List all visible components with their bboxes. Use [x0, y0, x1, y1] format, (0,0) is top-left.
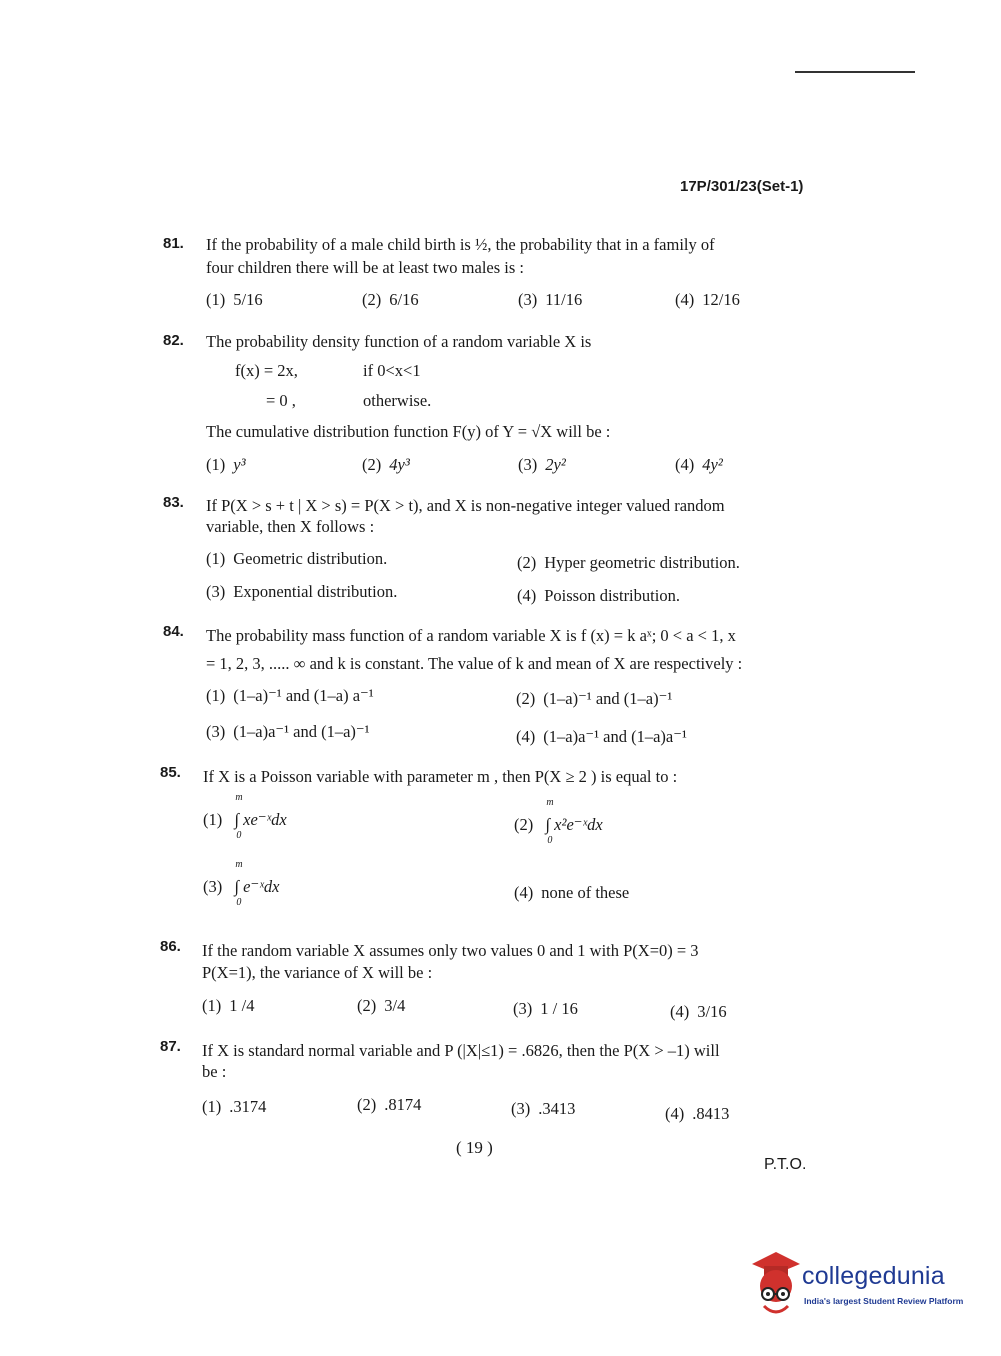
option-3: (3) Exponential distribution. [206, 582, 398, 601]
option-3: (3) .3413 [511, 1099, 576, 1118]
question-text: The probability mass function of a random variable X is f (x) = k aˣ; 0 < a < 1, x [206, 626, 736, 645]
collegedunia-logo [742, 1248, 972, 1328]
pto-label: P.T.O. [764, 1156, 807, 1173]
function-definition: f(x) = 2x, [235, 361, 298, 380]
question-number: 87. [160, 1038, 181, 1055]
question-text: The probability density function of a random variable X is [206, 332, 592, 351]
function-condition: otherwise. [363, 391, 432, 410]
question-number: 85. [160, 764, 181, 781]
option-3: (3) ∫ m 0 e⁻ˣdx [203, 859, 280, 908]
option-2: (2) 6/16 [362, 290, 419, 309]
top-rule [795, 71, 915, 73]
option-1: (1) 1 /4 [202, 996, 255, 1015]
question-text: If the random variable X assumes only two values 0 and 1 with P(X=0) = 3 [202, 941, 699, 960]
page-number: ( 19 ) [456, 1138, 493, 1157]
question-text: four children there will be at least two males is : [206, 258, 524, 277]
option-3: (3) 1 / 16 [513, 999, 578, 1018]
question-text: The cumulative distribution function F(y) of Y = √X will be : [206, 422, 611, 441]
brand-tagline: India's largest Student Review Platform [804, 1296, 964, 1306]
function-condition: if 0<x<1 [363, 361, 421, 380]
question-text: If X is standard normal variable and P (|X|≤1) = .6826, then the P(X > –1) will [202, 1041, 720, 1060]
integral-sign: ∫ m 0 [234, 792, 243, 841]
option-2: (2) (1–a)⁻¹ and (1–a)⁻¹ [516, 689, 673, 708]
question-text: be : [202, 1062, 227, 1081]
mascot-icon [742, 1248, 804, 1328]
option-4: (4) (1–a)a⁻¹ and (1–a)a⁻¹ [516, 727, 687, 746]
question-text: If X is a Poisson variable with parameter m , then P(X ≥ 2 ) is equal to : [203, 767, 678, 786]
question-number: 83. [163, 494, 184, 511]
question-text: If the probability of a male child birth is ½, the probability that in a family of [206, 235, 715, 254]
option-1: (1) (1–a)⁻¹ and (1–a) a⁻¹ [206, 686, 374, 705]
integral-sign: ∫ m 0 [545, 797, 554, 846]
question-text: If P(X > s + t | X > s) = P(X > t), and X is non-negative integer valued random [206, 496, 725, 515]
question-text: P(X=1), the variance of X will be : [202, 963, 433, 982]
paper-code: 17P/301/23(Set-1) [680, 178, 804, 195]
option-3: (3) (1–a)a⁻¹ and (1–a)⁻¹ [206, 722, 370, 741]
option-2: (2) 3/4 [357, 996, 406, 1015]
function-definition: = 0 , [266, 391, 296, 410]
question-text: = 1, 2, 3, ..... ∞ and k is constant. The value of k and mean of X are respectively : [206, 654, 743, 673]
question-number: 82. [163, 332, 184, 349]
option-2: (2) ∫ m 0 x²e⁻ˣdx [514, 797, 603, 846]
option-4: (4) 12/16 [675, 290, 740, 309]
option-4: (4) .8413 [665, 1104, 730, 1123]
option-2: (2) .8174 [357, 1095, 422, 1114]
option-1: (1) .3174 [202, 1097, 267, 1116]
question-number: 86. [160, 938, 181, 955]
question-text: variable, then X follows : [206, 517, 375, 536]
option-1: (1) Geometric distribution. [206, 549, 388, 568]
option-1: (1) y³ [206, 455, 246, 474]
option-4: (4) Poisson distribution. [517, 586, 680, 605]
option-4: (4) 4y² [675, 455, 723, 474]
question-number: 84. [163, 623, 184, 640]
option-3: (3) 11/16 [518, 290, 583, 309]
option-4: (4) 3/16 [670, 1002, 727, 1021]
option-1: (1) ∫ m 0 xe⁻ˣdx [203, 792, 287, 841]
brand-name: collegedunia [802, 1262, 945, 1290]
option-3: (3) 2y² [518, 455, 566, 474]
option-2: (2) Hyper geometric distribution. [517, 553, 740, 572]
option-2: (2) 4y³ [362, 455, 410, 474]
option-4: (4) none of these [514, 883, 630, 902]
integral-sign: ∫ m 0 [234, 859, 243, 908]
option-1: (1) 5/16 [206, 290, 263, 309]
question-number: 81. [163, 235, 184, 252]
